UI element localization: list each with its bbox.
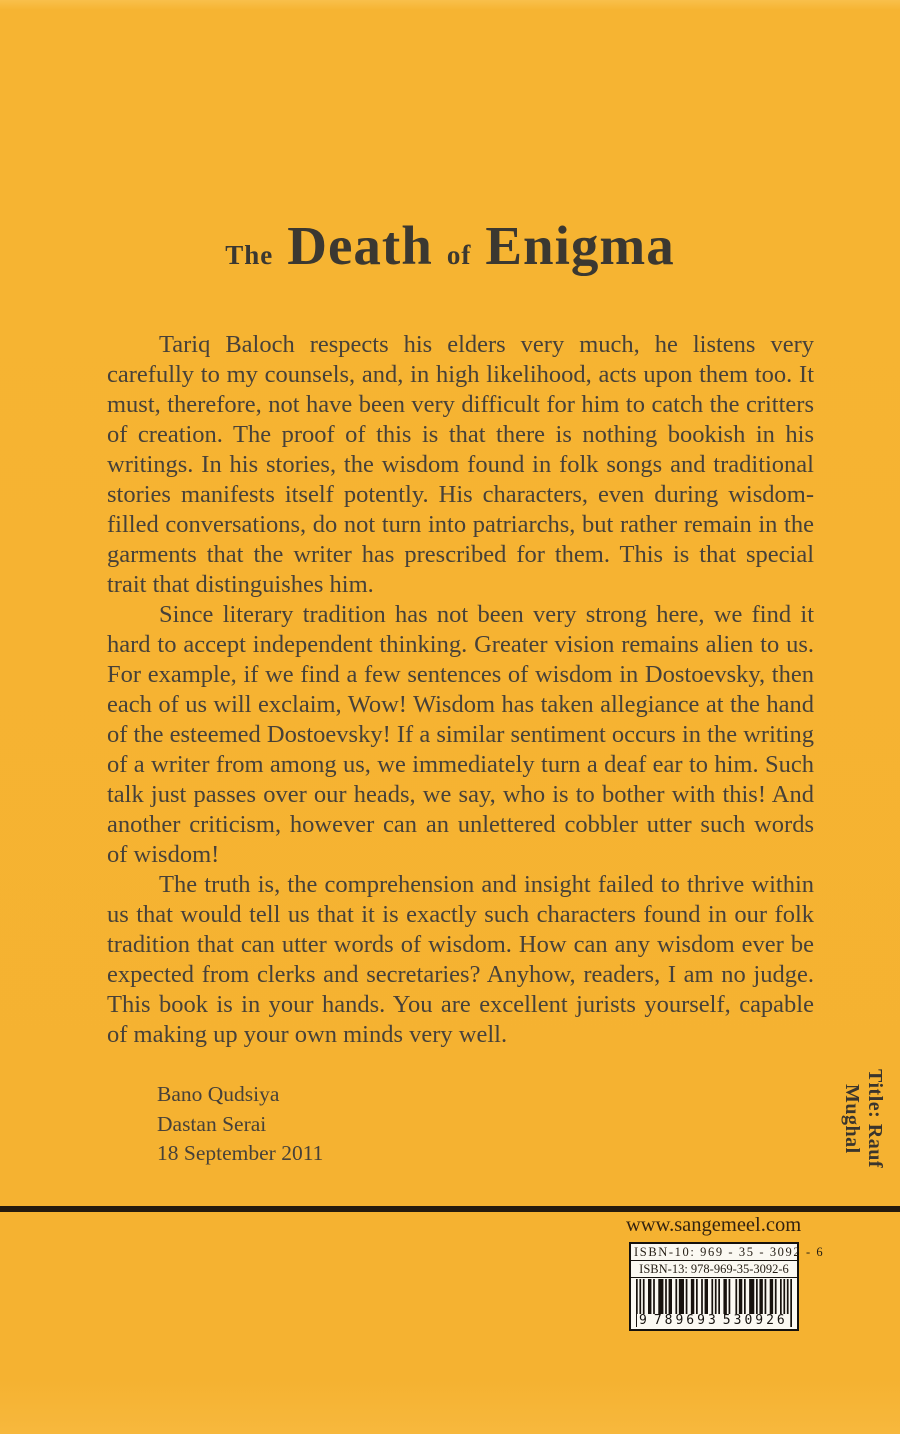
barcode-number	[637, 1314, 787, 1327]
title-word-enigma: Enigma	[485, 215, 675, 276]
barcode	[636, 1279, 792, 1327]
barcode-digit-group: 789693	[653, 1313, 719, 1328]
book-title	[0, 214, 900, 277]
blurb-paragraph-3: The truth is, the comprehension and insight failed to thrive within us that would tell us that it is exactly such characters found in our folk tradition that can utter words of wisdom. How can any wisdom ever be expected from clerks and secretaries? Anyhow, readers, I am no judge. This book is in your hands. You are excellent jurists yourself, capable of making up your own minds very well.	[107, 871, 814, 1048]
signature-place: Dastan Serai	[157, 1111, 267, 1136]
isbn10-text: ISBN-10: 969 - 35 - 3092 - 6	[631, 1244, 797, 1261]
signature-block	[157, 1080, 323, 1169]
cover-designer-credit: Title: Rauf Mughal	[841, 1069, 886, 1169]
isbn13-text: ISBN-13: 978-969-35-3092-6	[631, 1261, 797, 1278]
blurb-paragraph-1: Tariq Baloch respects his elders very much, he listens very carefully to my counsels, and, in high likelihood, acts upon them too. It must, therefore, not have been very difficult for him to catch the critters of creation. The proof of this is that there is nothing bookish in his writings. In his stories, the wisdom found in folk songs and traditional stories manifests itself potently. His characters, even during wisdom-filled conversations, do not turn into patriarchs, but rather remain in the garments that the writer has prescribed for them. This is that special trait that distinguishes him.	[107, 331, 814, 598]
title-word-of: of	[446, 240, 472, 270]
isbn-barcode-panel	[629, 1242, 825, 1331]
barcode-digit-group: 530926	[722, 1313, 788, 1328]
barcode-digit-group: 9	[639, 1313, 650, 1328]
blurb-paragraph-2: Since literary tradition has not been very strong here, we find it hard to accept independent thinking. Greater vision remains alien to us. For example, if we find a few sentences of wisdom in Dostoevsky, then each of us will exclaim, Wow! Wisdom has taken allegiance at the hand of the esteemed Dostoevsky! If a similar sentiment occurs in the writing of a writer from among us, we immediately turn a deaf ear to him. Such talk just passes over our heads, we say, who is to bother with this! And another criticism, however can an unlettered cobbler utter such words of wisdom!	[107, 601, 814, 868]
signature-author: Bano Qudsiya	[157, 1082, 280, 1106]
back-cover-blurb	[107, 330, 814, 1050]
publisher-website: www.sangemeel.com	[626, 1214, 802, 1236]
title-word-the: The	[225, 240, 274, 270]
title-word-death: Death	[287, 215, 433, 276]
signature-date: 18 September 2011	[157, 1141, 324, 1165]
footer-divider-rule	[0, 1206, 900, 1212]
